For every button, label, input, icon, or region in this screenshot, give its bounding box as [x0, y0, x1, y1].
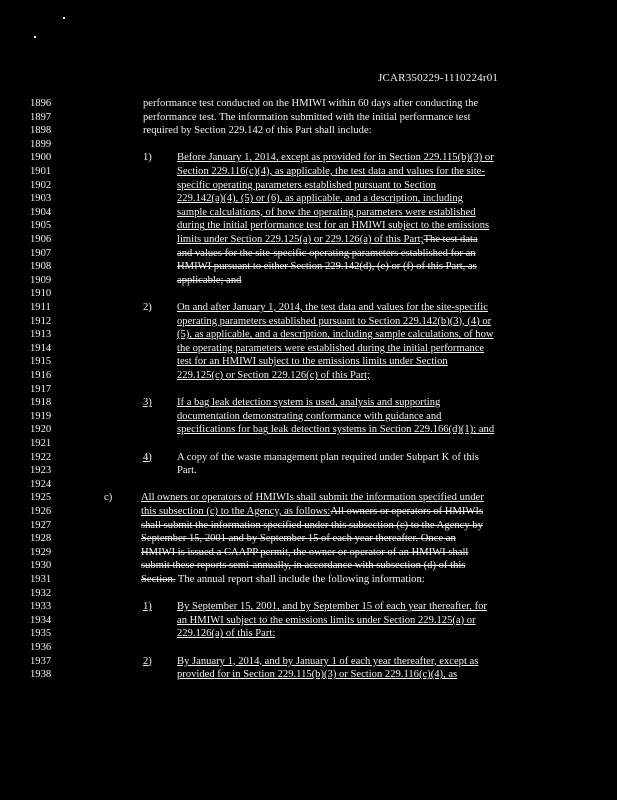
document-id: JCAR350229-1110224r01 — [378, 72, 499, 84]
line-number: 1898 — [30, 125, 52, 137]
inserted-text: sample calculations, of how the operating parameters were established — [177, 206, 476, 218]
scan-speck — [63, 17, 65, 19]
document-line — [0, 287, 617, 301]
line-text — [177, 423, 494, 436]
line-text — [177, 206, 476, 219]
document-line — [0, 192, 617, 206]
line-number: 1926 — [30, 506, 52, 517]
plain-text: performance test. The information submitted with the initial performance test — [143, 111, 471, 123]
document-line — [0, 505, 617, 519]
line-text — [141, 546, 468, 559]
struck-text: submit these reports semi-annually, in accordance with subsection (d) of this — [141, 560, 466, 572]
struck-text: September 15, 2001 and by September 15 of each year thereafter. Once an — [141, 533, 456, 545]
scan-speck — [34, 36, 36, 38]
line-number: 1938 — [30, 669, 52, 681]
line-text — [177, 600, 487, 613]
document-line — [0, 559, 617, 573]
struck-text: Section. — [141, 574, 176, 585]
line-number: 1921 — [30, 438, 52, 449]
document-line — [0, 519, 617, 533]
document-line — [0, 573, 617, 587]
document-line — [0, 124, 617, 138]
line-text — [177, 627, 275, 640]
line-number: 1912 — [30, 315, 52, 327]
list-marker: 1) — [143, 152, 152, 164]
line-number: 1927 — [30, 519, 52, 531]
line-text — [143, 124, 372, 137]
struck-text: HMIWI pursuant to either Section 229.142(d), (e) or (f) of this Part, as — [177, 261, 477, 273]
inserted-text: specific operating parameters established pursuant to Section — [177, 179, 436, 191]
plain-text: required by Section 229.142 of this Part shall include: — [143, 125, 372, 137]
line-number: 1920 — [30, 424, 52, 436]
document-line — [0, 179, 617, 193]
line-number: 1929 — [30, 546, 52, 558]
line-number: 1917 — [30, 383, 52, 395]
line-text — [177, 410, 441, 423]
inserted-text: during the initial performance test for an HMIWI subject to the emissions — [177, 220, 490, 232]
plain-text: performance test conducted on the HMIWI within 60 days after conducting the — [143, 98, 479, 109]
struck-text: The test data — [423, 234, 478, 245]
document-line — [0, 614, 617, 628]
document-line — [0, 546, 617, 560]
list-marker: 2) — [143, 302, 152, 313]
line-text — [141, 505, 483, 518]
document-line — [0, 396, 617, 410]
line-number: 1902 — [30, 179, 52, 191]
document-line — [0, 532, 617, 546]
line-text — [177, 396, 440, 409]
line-number: 1918 — [30, 397, 52, 409]
struck-text: All owners or operators of HMIWIs — [330, 506, 484, 517]
document-line — [0, 342, 617, 356]
document-line — [0, 627, 617, 641]
document-line — [0, 369, 617, 383]
line-text — [177, 655, 478, 668]
inserted-text: the operating parameters were established during the initial performance — [177, 342, 485, 354]
line-number: 1932 — [30, 587, 52, 599]
inserted-text: this subsection (c) to the Agency, as follows: — [141, 506, 331, 517]
line-number: 1905 — [30, 220, 52, 232]
line-text — [141, 519, 483, 532]
line-number: 1922 — [30, 451, 52, 463]
document-line — [0, 587, 617, 601]
line-number: 1934 — [30, 614, 52, 626]
document-line — [0, 97, 617, 111]
line-number: 1937 — [30, 655, 52, 667]
line-text — [177, 328, 494, 341]
line-number: 1930 — [30, 560, 52, 572]
inserted-text: (5), as applicable, and a description, including sample calculations, of how — [177, 329, 494, 341]
line-text — [177, 219, 489, 232]
line-text — [177, 192, 463, 205]
list-marker: 4) — [143, 451, 152, 463]
document-line — [0, 138, 617, 152]
list-marker: 3) — [143, 397, 152, 409]
inserted-text: 229.125(c) or Section 229.126(c) of this Part; — [177, 370, 371, 381]
line-text — [177, 315, 491, 328]
document-line — [0, 600, 617, 614]
document-line — [0, 641, 617, 655]
line-text — [177, 260, 477, 273]
line-text — [177, 369, 370, 382]
line-number: 1935 — [30, 628, 52, 640]
inserted-text: By September 15, 2001, and by September 15 of each year thereafter, for — [177, 601, 487, 613]
line-text — [177, 274, 241, 287]
inserted-text: test for an HMIWI subject to the emissions limits under Section — [177, 356, 448, 368]
line-number: 1903 — [30, 193, 52, 205]
line-text — [143, 97, 478, 110]
line-number: 1907 — [30, 247, 52, 259]
line-text — [177, 342, 484, 355]
inserted-text: All owners or operators of HMIWIs shall submit the information specified under — [141, 492, 484, 504]
document-line — [0, 451, 617, 465]
document-line — [0, 274, 617, 288]
line-number: 1911 — [30, 302, 51, 313]
list-marker: c) — [104, 492, 113, 504]
inserted-text: Before January 1, 2014, except as provided for in Section 229.115(b)(3) or — [177, 152, 494, 164]
line-number: 1924 — [30, 478, 52, 490]
struck-text: applicable; and — [177, 274, 242, 286]
inserted-text: If a bag leak detection system is used, analysis and supporting — [177, 397, 441, 409]
line-number: 1908 — [30, 261, 52, 273]
document-line — [0, 437, 617, 451]
line-text — [177, 355, 448, 368]
document-line — [0, 233, 617, 247]
document-line — [0, 151, 617, 165]
line-text — [177, 668, 457, 681]
inserted-text: an HMIWI subject to the emissions limits under Section 229.125(a) or — [177, 614, 476, 626]
line-number: 1914 — [30, 342, 52, 354]
document-line — [0, 328, 617, 342]
document-line — [0, 315, 617, 329]
line-number: 1900 — [30, 152, 52, 164]
line-number: 1897 — [30, 111, 52, 123]
line-number: 1906 — [30, 234, 52, 245]
line-number: 1928 — [30, 533, 52, 545]
line-number: 1936 — [30, 642, 52, 653]
line-number: 1931 — [30, 574, 52, 585]
line-number: 1925 — [30, 492, 52, 504]
line-text — [177, 247, 476, 260]
line-text — [141, 573, 425, 586]
line-number: 1909 — [30, 274, 52, 286]
struck-text: and values for the site-specific operating parameters established for an — [177, 247, 476, 259]
inserted-text: On and after January 1, 2014, the test data and values for the site-specific — [177, 302, 488, 313]
inserted-text: limits under Section 229.125(a) or 229.126(a) of this Part; — [177, 234, 424, 245]
document-line — [0, 301, 617, 315]
line-number: 1910 — [30, 288, 52, 300]
line-text — [177, 179, 436, 192]
document-line — [0, 423, 617, 437]
list-marker: 2) — [143, 655, 152, 667]
inserted-text: specifications for bag leak detection systems in Section 229.166(d)(1); and — [177, 424, 495, 436]
inserted-text: documentation demonstrating conformance with guidance and — [177, 410, 442, 422]
line-text — [177, 464, 197, 477]
plain-text: The annual report shall include the following information: — [175, 574, 425, 585]
line-text — [177, 451, 479, 464]
line-number: 1916 — [30, 370, 52, 381]
line-number: 1915 — [30, 356, 52, 368]
line-text — [141, 491, 484, 504]
line-text — [141, 532, 456, 545]
struck-text: shall submit the information specified under this subsection (c) to the Agency by — [141, 519, 483, 531]
line-number: 1919 — [30, 410, 52, 422]
document-line — [0, 383, 617, 397]
document-line — [0, 111, 617, 125]
document-line — [0, 668, 617, 682]
inserted-text: 229.142(a)(4), (5) or (6), as applicable, and a description, including — [177, 193, 463, 205]
line-text — [177, 301, 488, 314]
line-number: 1904 — [30, 206, 52, 218]
document-line — [0, 219, 617, 233]
line-number: 1913 — [30, 329, 52, 341]
plain-text: Part. — [177, 465, 197, 477]
document-line — [0, 491, 617, 505]
inserted-text: By January 1, 2014, and by January 1 of each year thereafter, except as — [177, 655, 479, 667]
struck-text: HMIWI is issued a CAAPP permit, the owner or operator of an HMIWI shall — [141, 546, 469, 558]
inserted-text: Section 229.116(c)(4), as applicable, the test data and values for the site- — [177, 166, 485, 177]
inserted-text: operating parameters established pursuant to Section 229.142(b)(3), (4) or — [177, 315, 492, 327]
line-text — [141, 559, 465, 572]
list-marker: 1) — [143, 601, 152, 613]
line-number: 1901 — [30, 166, 52, 177]
document-line — [0, 206, 617, 220]
document-line — [0, 260, 617, 274]
line-text — [143, 111, 471, 124]
inserted-text: provided for in Section 229.115(b)(3) or Section 229.116(c)(4), as — [177, 669, 458, 681]
line-text — [177, 233, 478, 246]
document-line — [0, 410, 617, 424]
document-line — [0, 655, 617, 669]
plain-text: A copy of the waste management plan required under Subpart K of this — [177, 451, 479, 463]
line-number: 1896 — [30, 98, 52, 109]
document-line — [0, 247, 617, 261]
document-line — [0, 355, 617, 369]
line-number: 1899 — [30, 138, 52, 150]
document-line — [0, 165, 617, 179]
line-text — [177, 165, 485, 178]
line-number: 1923 — [30, 465, 52, 477]
inserted-text: 229.126(a) of this Part: — [177, 628, 276, 640]
line-number: 1933 — [30, 601, 52, 613]
line-text — [177, 614, 476, 627]
document-line — [0, 464, 617, 478]
line-text — [177, 151, 494, 164]
document-line — [0, 478, 617, 492]
